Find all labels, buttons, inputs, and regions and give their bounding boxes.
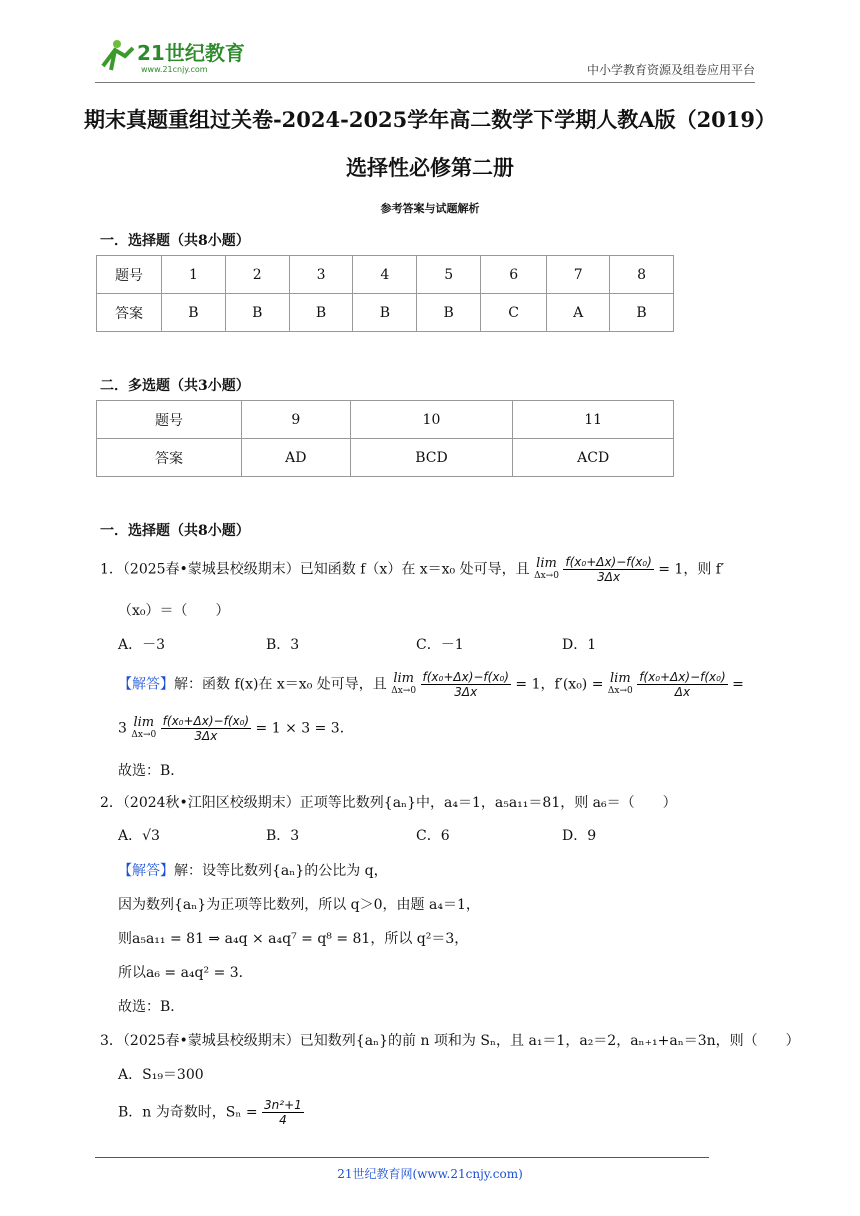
question-3-stem: 3．（2025春•蒙城县校级期末）已知数列{aₙ}的前 n 项和为 Sₙ，且 a₁＝1，a₂＝2，aₙ₊₁+aₙ＝3n，则（ ）: [100, 1033, 800, 1049]
q1-option-b: B．3: [266, 637, 300, 653]
q1-choice: 故选：B．: [118, 763, 185, 779]
table-cell: C: [481, 294, 547, 332]
lim-symbol: lim Δx→0: [131, 714, 157, 740]
section-multi: 二．多选题（共3小题）: [100, 378, 250, 394]
page-header: [95, 32, 755, 83]
table-cell: 10: [350, 401, 513, 439]
q1-stem-c: （x₀）＝（ ）: [118, 603, 230, 619]
question-2-stem: 2．（2024秋•江阳区校级期末）正项等比数列{aₙ}中，a₄＝1，a₅a₁₁＝81，则 a₆＝（ ）: [100, 795, 677, 811]
table-cell: A: [547, 294, 610, 332]
q2-option-c: C．6: [416, 828, 450, 844]
q2-solution-line4: 所以a₆ = a₄q² = 3．: [118, 965, 253, 981]
table-cell: B: [162, 294, 226, 332]
site-logo: [95, 36, 265, 76]
q1-fraction: $\frac{\text{f(x₀+Δx)−f(x₀)}}{3\Delta x}$: [422, 670, 509, 699]
section-choice: 一．选择题（共8小题）: [100, 233, 250, 249]
q1-option-d: D．1: [562, 637, 597, 653]
table-cell: 6: [481, 256, 547, 294]
table-cell: 11: [513, 401, 674, 439]
q1-solution-line1: 【解答】解：函数 f(x)在 x＝x₀ 处可导，且 lim Δx→0 $\frac{\text{f(x₀+Δx)−f(x₀)}}{3\Delta x}$ = 1，f′(x₀) = lim Δx→0 $\frac{\text{f(x₀+Δx)−f(x₀)}}{\Delta x}$ =: [118, 670, 744, 699]
lim-symbol: lim Δx→0: [391, 670, 417, 696]
table-cell: B: [225, 294, 289, 332]
q1-fraction: $\frac{\text{f(x₀+Δx)−f(x₀)}}{3\Delta x}$: [565, 555, 652, 584]
q3-option-a: A．S₁₉＝300: [118, 1067, 204, 1083]
table-head: 答案: [97, 439, 242, 477]
footer-divider: [95, 1157, 709, 1158]
table-cell: ACD: [513, 439, 674, 477]
q2-option-a: A．√3: [118, 828, 160, 844]
table-row: [97, 401, 674, 439]
table-row: [97, 439, 674, 477]
q2-solution-line3: 则a₅a₁₁ = 81 ⇒ a₄q × a₄q⁷ = q⁸ = 81，所以 q²＝3，: [118, 931, 469, 947]
table-cell: AD: [242, 439, 351, 477]
lim-symbol: lim Δx→0: [607, 670, 633, 696]
answer-label: 【解答】: [118, 676, 174, 693]
section-solutions: 一．选择题（共8小题）: [100, 523, 250, 539]
table-row: [97, 256, 674, 294]
q1-fraction-2: $\frac{\text{f(x₀+Δx)−f(x₀)}}{\Delta x}$: [639, 670, 726, 699]
logo-text: 21世纪教育: [137, 41, 245, 65]
q1-stem-a: 1．（2025春•蒙城县校级期末）已知函数 f（x）在 x＝x₀ 处可导，且: [100, 561, 530, 578]
table-cell: B: [289, 294, 353, 332]
doc-title-line1: 期末真题重组过关卷-2024-2025学年高二数学下学期人教A版（2019）: [83, 107, 777, 132]
table-head: 题号: [97, 256, 162, 294]
table-cell: 4: [353, 256, 417, 294]
table-cell: 8: [610, 256, 674, 294]
table-row: [97, 294, 674, 332]
answer-table-2: [96, 400, 674, 477]
doc-subtitle: 参考答案与试题解析: [380, 202, 480, 215]
page-footer: 21世纪教育网(www.21cnjy.com): [337, 1167, 523, 1181]
q2-solution-line1: 【解答】解：设等比数列{aₙ}的公比为 q，: [118, 863, 388, 879]
answer-label: 【解答】: [118, 863, 174, 879]
table-cell: B: [417, 294, 481, 332]
table-cell: 1: [162, 256, 226, 294]
lim-symbol: lim Δx→0: [534, 555, 559, 581]
q1-solution-line2: 3 lim Δx→0 $\frac{\text{f(x₀+Δx)−f(x₀)}}{3\Delta x}$ = 1 × 3 = 3．: [118, 714, 354, 743]
q2-option-b: B．3: [266, 828, 300, 844]
table-cell: B: [610, 294, 674, 332]
table-head: 题号: [97, 401, 242, 439]
table-cell: 2: [225, 256, 289, 294]
q2-option-d: D．9: [562, 828, 597, 844]
table-head: 答案: [97, 294, 162, 332]
table-cell: 7: [547, 256, 610, 294]
table-cell: 5: [417, 256, 481, 294]
q2-choice: 故选：B．: [118, 999, 185, 1015]
table-cell: B: [353, 294, 417, 332]
question-1-stem: [100, 555, 724, 584]
q1-stem-b: = 1，则 f′: [658, 561, 725, 578]
table-cell: 9: [242, 401, 351, 439]
header-platform: 中小学教育资源及组卷应用平台: [586, 63, 755, 77]
q1-fraction: $\frac{\text{f(x₀+Δx)−f(x₀)}}{3\Delta x}$: [162, 714, 250, 743]
q1-option-c: C．－1: [416, 637, 464, 653]
q2-solution-line2: 因为数列{aₙ}为正项等比数列，所以 q＞0，由题 a₄＝1，: [118, 897, 480, 913]
answer-table-1: [96, 255, 674, 332]
table-cell: BCD: [350, 439, 513, 477]
table-cell: 3: [289, 256, 353, 294]
logo-sub: www.21cnjy.com: [141, 65, 208, 74]
doc-title-line2: 选择性必修第二册: [346, 155, 514, 180]
q1-option-a: A．－3: [118, 637, 166, 653]
q3-option-b: B．n 为奇数时，Sₙ = $\frac{\text{3n²+1}}{4}$: [118, 1098, 302, 1127]
q3-fraction: $\frac{\text{3n²+1}}{4}$: [264, 1098, 302, 1127]
